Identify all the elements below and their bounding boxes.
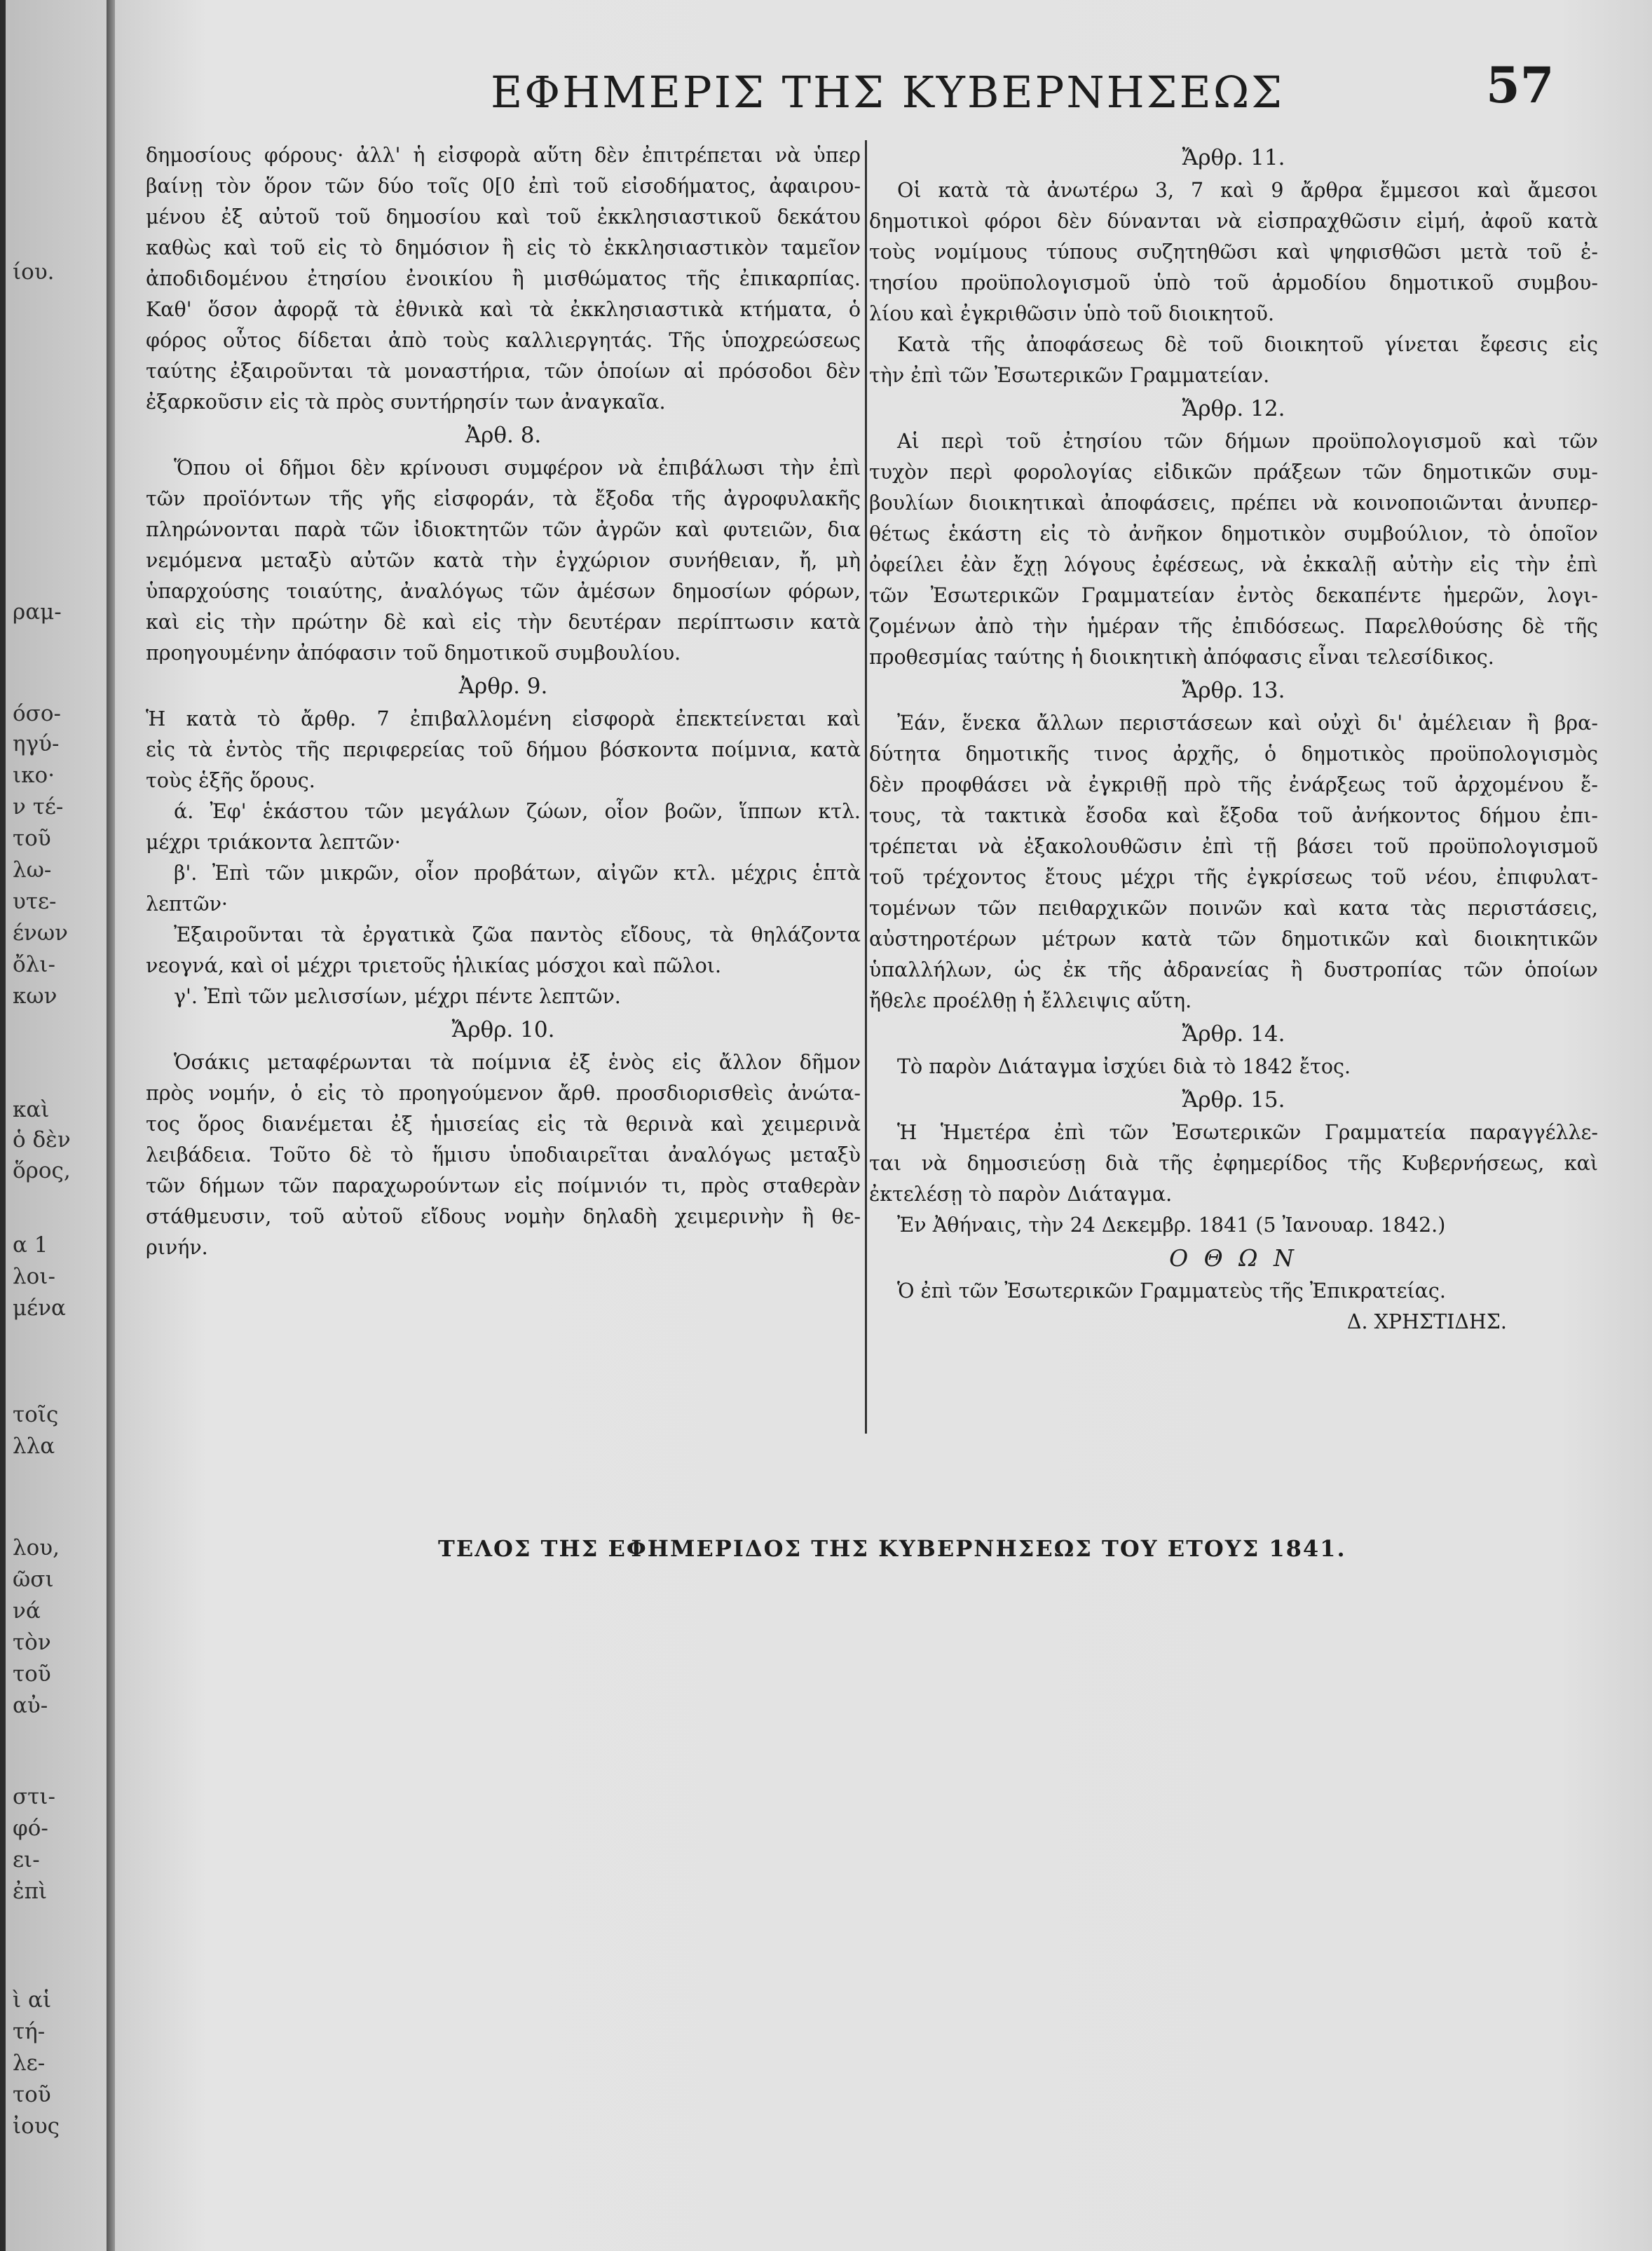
previous-page-fragment: ένων bbox=[13, 920, 69, 946]
left-article-heading: Ἀρθρ. 9. bbox=[458, 674, 548, 699]
previous-page-fragment: τοῦ bbox=[13, 1661, 51, 1687]
previous-page-fragment: ῶσι bbox=[13, 1567, 54, 1592]
right-text-line: Αἱ περὶ τοῦ ἐτησίου τῶν δήμων προϋπολογισμοῦ καὶ τῶν bbox=[897, 430, 1598, 453]
left-text-line: προηγουμένην ἀπόφασιν τοῦ δημοτικοῦ συμβουλίου. bbox=[146, 641, 681, 665]
column-divider bbox=[865, 140, 867, 1434]
previous-page-fragment: ὅρος, bbox=[13, 1158, 71, 1183]
right-text-line: βουλίων διοικητικαὶ ἀποφάσεις, πρέπει νὰ κοινοποιῶνται ἀνυπερ- bbox=[869, 491, 1598, 515]
right-text-line: τους, τὰ τακτικὰ ἔσοδα καὶ ἔξοδα τοῦ ἀνήκοντος δήμου ἐπι- bbox=[869, 804, 1598, 827]
previous-page-fragment: αὐ- bbox=[13, 1693, 48, 1718]
left-text-line: Ἐξαιροῦνται τὰ ἐργατικὰ ζῶα παντὸς εἴδους, τὰ θηλάζοντα bbox=[174, 923, 861, 946]
previous-page-fragment: υτε- bbox=[13, 889, 57, 914]
previous-page-fragment: κων bbox=[13, 984, 57, 1009]
volume-end-note: ΤΕΛΟΣ ΤΗΣ ΕΦΗΜΕΡΙΔΟΣ ΤΗΣ ΚΥΒΕΡΝΗΣΕΩΣ ΤΟΥ ΕΤΟΥΣ 1841. bbox=[438, 1535, 1346, 1562]
left-text-line: καὶ εἰς τὴν πρώτην δὲ καὶ εἰς τὴν δευτέραν περίπτωσιν κατὰ bbox=[146, 611, 861, 634]
left-text-line: φόρος οὗτος δίδεται ἀπὸ τοὺς καλλιεργητάς. Τῆς ὑποχρεώσεως bbox=[146, 329, 861, 352]
right-text-line: ἤθελε προέλθῃ ἡ ἔλλειψις αὕτη. bbox=[869, 989, 1192, 1012]
left-text-line: ρινήν. bbox=[146, 1236, 208, 1259]
previous-page-fragment: τοῖς bbox=[13, 1402, 59, 1427]
previous-page-fragment: καὶ bbox=[13, 1097, 50, 1122]
right-text-line: ὀφείλει ἐὰν ἔχῃ λόγους ἐφέσεως, νὰ ἐκκαλῇ αὐτὴν εἰς τὴν ἐπὶ bbox=[869, 553, 1598, 576]
previous-page-fragment: τή- bbox=[13, 2019, 46, 2044]
right-text-line: Ἡ Ἡμετέρα ἐπὶ τῶν Ἐσωτερικῶν Γραμματεία παραγγέλλε- bbox=[897, 1121, 1598, 1144]
left-text-line: τῶν δήμων τῶν παραχωρούντων εἰς ποίμνιόν τι, πρὸς σταθερὰν bbox=[146, 1174, 861, 1197]
previous-page-fragment: φό- bbox=[13, 1816, 48, 1841]
previous-page-fragment: τὸν bbox=[13, 1630, 51, 1655]
previous-page-fragment: ηγύ- bbox=[13, 731, 60, 756]
previous-page-fragment: ὶ αἱ bbox=[13, 1987, 52, 2013]
right-text-line: θέτως ἑκάστη εἰς τὸ ἀνῆκον δημοτικὸν συμβούλιον, τὸ ὁποῖον bbox=[869, 522, 1598, 545]
right-text-line: ὑπαλλήλων, ὡς ἐκ τῆς ἀδρανείας ἢ δυστροπίας τῶν ὁποίων bbox=[869, 958, 1598, 981]
previous-page-fragment: ει- bbox=[13, 1847, 40, 1872]
right-text-line: τοῦ τρέχοντος ἔτους μέχρι τῆς ἐγκρίσεως τοῦ νέου, ἐπιφυλατ- bbox=[869, 866, 1598, 889]
right-text-line: δύτητα δημοτικῆς τινος ἀρχῆς, ὁ δημοτικὸς προϋπολογισμὸς bbox=[869, 742, 1598, 766]
previous-page-fragment: λε- bbox=[13, 2051, 46, 2076]
left-article-heading: Ἀρθ. 8. bbox=[465, 423, 542, 448]
previous-page-fragment: στι- bbox=[13, 1784, 55, 1809]
left-text-line: Καθ' ὅσον ἀφορᾷ τὰ ἐθνικὰ καὶ τὰ ἐκκλησιαστικὰ κτήματα, ὁ bbox=[146, 298, 861, 321]
left-column bbox=[146, 140, 861, 1263]
previous-page-fragment: λλα bbox=[13, 1434, 55, 1459]
left-article-heading: Ἄρθρ. 10. bbox=[451, 1017, 555, 1042]
left-text-line: ἐξαρκοῦσιν εἰς τὰ πρὸς συντήρησίν των ἀναγκαῖα. bbox=[146, 390, 666, 414]
previous-page-fragment: λοι- bbox=[13, 1264, 55, 1289]
left-text-line: Ἡ κατὰ τὸ ἄρθρ. 7 ἐπιβαλλομένη εἰσφορὰ ἐπεκτείνεται καὶ bbox=[146, 707, 861, 730]
previous-page-fragment: ίου. bbox=[13, 259, 55, 285]
previous-page-fragment: ἐπὶ bbox=[13, 1879, 48, 1904]
left-text-line: πληρώνονται παρὰ τῶν ἰδιοκτητῶν τῶν ἀγρῶν καὶ φυτειῶν, δια bbox=[146, 518, 861, 541]
right-text-line: λίου καὶ ἐγκριθῶσιν ὑπὸ τοῦ διοικητοῦ. bbox=[869, 302, 1275, 325]
previous-page-fragment: ἰους bbox=[13, 2114, 60, 2139]
left-text-line: λεπτῶν· bbox=[146, 892, 228, 916]
previous-page-fragment: λω- bbox=[13, 857, 52, 883]
left-text-line: καθὼς καὶ τοῦ εἰς τὸ δημόσιον ἢ εἰς τὸ ἐκκλησιαστικὸν ταμεῖον bbox=[146, 236, 861, 259]
right-text-line: Κατὰ τῆς ἀποφάσεως δὲ τοῦ διοικητοῦ γίνεται ἔφεσις εἰς bbox=[897, 333, 1598, 356]
right-text-line: τησίου προϋπολογισμοῦ ὑπὸ τοῦ ἁρμοδίου δημοτικοῦ συμβου- bbox=[869, 271, 1598, 294]
left-text-line: Ὅπου οἱ δῆμοι δὲν κρίνουσι συμφέρον νὰ ἐπιβάλωσι τὴν ἐπὶ bbox=[174, 456, 861, 480]
previous-page-fragment: τοῦ bbox=[13, 826, 51, 851]
previous-page-fragment: μένα bbox=[13, 1295, 66, 1321]
left-text-line: ταύτης ἐξαιροῦνται τὰ μοναστήρια, τῶν ὁποίων αἱ πρόσοδοι δὲν bbox=[146, 360, 861, 383]
left-text-line: νεογνά, καὶ οἱ μέχρι τριετοῦς ἡλικίας μόσχοι καὶ πῶλοι. bbox=[146, 954, 722, 977]
right-article-heading: Ἄρθρ. 15. bbox=[1182, 1087, 1285, 1113]
right-column bbox=[869, 140, 1598, 1338]
right-article-heading: Ἄρθρ. 11. bbox=[1182, 145, 1285, 170]
previous-page-fragment: νά bbox=[13, 1598, 41, 1624]
right-signature: Ο Θ Ω Ν bbox=[1169, 1244, 1298, 1272]
previous-page-fragment: α 1 bbox=[13, 1232, 48, 1258]
right-text-line: προθεσμίας ταύτης ἡ διοικητικὴ ἀπόφασις εἶναι τελεσίδικος. bbox=[869, 646, 1494, 669]
right-text-line: δημοτικοὶ φόροι δὲν δύνανται νὰ εἰσπραχθῶσιν εἰμή, ἀφοῦ κατὰ bbox=[869, 210, 1598, 233]
left-text-line: ὑπαρχούσης τοιαύτης, ἀναλόγως τῶν ἀμέσων δημοσίων φόρων, bbox=[146, 580, 861, 603]
left-text-line: μένου ἐξ αὐτοῦ τοῦ δημοσίου καὶ τοῦ ἐκκλησιαστικοῦ δεκάτου bbox=[146, 205, 861, 229]
right-text-line: Ὁ ἐπὶ τῶν Ἐσωτερικῶν Γραμματεὺς τῆς Ἐπικρατείας. bbox=[897, 1279, 1446, 1303]
right-text-line: τῶν Ἐσωτερικῶν Γραμματείαν ἐντὸς δεκαπέντε ἡμερῶν, λογι- bbox=[869, 584, 1598, 607]
page-header-title: ΕΦΗΜΕΡΙΣ ΤΗΣ ΚΥΒΕΡΝΗΣΕΩΣ bbox=[491, 67, 1285, 118]
left-text-line: β'. Ἐπὶ τῶν μικρῶν, οἷον προβάτων, αἰγῶν κτλ. μέχρις ἑπτὰ bbox=[174, 862, 861, 885]
previous-page-fragment: ραμ- bbox=[13, 599, 62, 625]
book-gutter bbox=[107, 0, 115, 2251]
right-text-line: τρέπεται νὰ ἐξακολουθῶσιν ἐπὶ τῇ βάσει τοῦ προϋπολογισμοῦ bbox=[869, 835, 1598, 858]
left-text-line: τοὺς ἑξῆς ὅρους. bbox=[146, 769, 315, 792]
page-number: 57 bbox=[1486, 56, 1555, 114]
right-article-heading: Ἄρθρ. 12. bbox=[1182, 396, 1285, 421]
left-text-line: πρὸς νομήν, ὁ εἰς τὸ προηγούμενον ἄρθ. προσδιορισθεὶς ἀνώτα- bbox=[146, 1082, 861, 1105]
left-text-line: εἰς τὰ ἐντὸς τῆς περιφερείας τοῦ δήμου βόσκοντα ποίμνια, κατὰ bbox=[146, 738, 861, 761]
right-text-line: τὴν ἐπὶ τῶν Ἐσωτερικῶν Γραμματείαν. bbox=[869, 364, 1270, 387]
right-text-line: Δ. ΧΡΗΣΤΙΔΗΣ. bbox=[1346, 1310, 1507, 1333]
right-text-line: αὐστηροτέρων μέτρων κατὰ τῶν δημοτικῶν καὶ διοικητικῶν bbox=[869, 927, 1598, 951]
left-text-line: ά. Ἐφ' ἑκάστου τῶν μεγάλων ζώων, οἷον βοῶν, ἵππων κτλ. bbox=[174, 800, 861, 823]
right-article-heading: Ἄρθρ. 13. bbox=[1182, 678, 1285, 703]
previous-page-fragment: ὄλι- bbox=[13, 952, 55, 977]
right-text-line: Ἐν Ἀθήναις, τὴν 24 Δεκεμβρ. 1841 (5 Ἰανουαρ. 1842.) bbox=[897, 1213, 1446, 1237]
right-text-line: ζομένων ἀπὸ τὴν ἡμέραν τῆς ἐπιδόσεως. Παρελθούσης δὲ τῆς bbox=[869, 615, 1598, 638]
left-text-line: νεμόμενα μεταξὺ αὐτῶν κατὰ τὴν ἐγχώριον συνήθειαν, ἤ, μὴ bbox=[146, 549, 861, 572]
right-text-line: ται νὰ δημοσιεύσῃ διὰ τῆς ἐφημερίδος τῆς Κυβερνήσεως, καὶ bbox=[869, 1152, 1598, 1175]
left-text-line: λειβάδεια. Τοῦτο δὲ τὸ ἥμισυ ὑποδιαιρεῖται ἀναλόγως μεταξὺ bbox=[146, 1143, 861, 1167]
previous-page-fragment: λου, bbox=[13, 1535, 60, 1560]
previous-page-fragment: όσο- bbox=[13, 701, 61, 726]
previous-page-fragment: ικο· bbox=[13, 763, 55, 788]
right-text-line: τοὺς νομίμους τύπους συζητηθῶσι καὶ ψηφισθῶσι μετὰ τοῦ ἐ- bbox=[869, 240, 1598, 264]
right-text-line: ἐκτελέσῃ τὸ παρὸν Διάταγμα. bbox=[869, 1183, 1173, 1206]
left-text-line: γ'. Ἐπὶ τῶν μελισσίων, μέχρι πέντε λεπτῶν. bbox=[174, 985, 621, 1008]
right-text-line: Τὸ παρὸν Διάταγμα ἰσχύει διὰ τὸ 1842 ἔτος. bbox=[897, 1055, 1351, 1078]
previous-page-fragment: τοῦ bbox=[13, 2082, 51, 2107]
right-text-line: τυχὸν περὶ φορολογίας εἰδικῶν πράξεων τῶν δημοτικῶν συμ- bbox=[869, 461, 1598, 484]
left-text-line: μέχρι τριάκοντα λεπτῶν· bbox=[146, 831, 401, 854]
previous-page-fragment: ὁ δὲν bbox=[13, 1127, 71, 1152]
right-article-heading: Ἄρθρ. 14. bbox=[1182, 1021, 1285, 1047]
left-text-line: ἀποδιδομένου ἐτησίου ἐνοικίου ἢ μισθώματος τῆς ἐπικαρπίας. bbox=[146, 267, 861, 290]
left-text-line: δημοσίους φόρους· ἀλλ' ἡ εἰσφορὰ αὕτη δὲν ἐπιτρέπεται νὰ ὑπερ bbox=[146, 144, 861, 167]
right-text-line: Οἱ κατὰ τὰ ἀνωτέρω 3, 7 καὶ 9 ἄρθρα ἔμμεσοι καὶ ἄμεσοι bbox=[897, 179, 1598, 202]
right-text-line: Ἐάν, ἕνεκα ἄλλων περιστάσεων καὶ οὐχὶ δι' ἀμέλειαν ἢ βρα- bbox=[897, 712, 1598, 735]
right-text-line: δὲν προφθάσει νὰ ἐγκριθῇ πρὸ τῆς ἐνάρξεως τοῦ ἀρχομένου ἔ- bbox=[869, 773, 1598, 796]
left-text-line: τῶν προϊόντων τῆς γῆς εἰσφοράν, τὰ ἔξοδα τῆς ἀγροφυλακῆς bbox=[146, 487, 861, 510]
left-text-line: βαίνῃ τὸν ὅρον τῶν δύο τοῖς 0[0 ἐπὶ τοῦ εἰσοδήματος, ἀφαιρου- bbox=[146, 175, 861, 198]
previous-page-strip bbox=[6, 0, 111, 2251]
left-text-line: τος ὅρος διανέμεται ἐξ ἡμισείας εἰς τὰ θερινὰ καὶ χειμερινὰ bbox=[146, 1113, 861, 1136]
left-text-line: στάθμευσιν, τοῦ αὐτοῦ εἴδους νομὴν δηλαδὴ χειμερινὴν ἢ θε- bbox=[146, 1205, 861, 1228]
left-text-line: Ὁσάκις μεταφέρωνται τὰ ποίμνια ἐξ ἑνὸς εἰς ἄλλον δῆμον bbox=[174, 1051, 861, 1074]
previous-page-fragment: ν τέ- bbox=[13, 794, 64, 820]
right-text-line: τομένων τῶν πειθαρχικῶν ποινῶν καὶ κατα τὰς περιστάσεις, bbox=[869, 897, 1598, 920]
